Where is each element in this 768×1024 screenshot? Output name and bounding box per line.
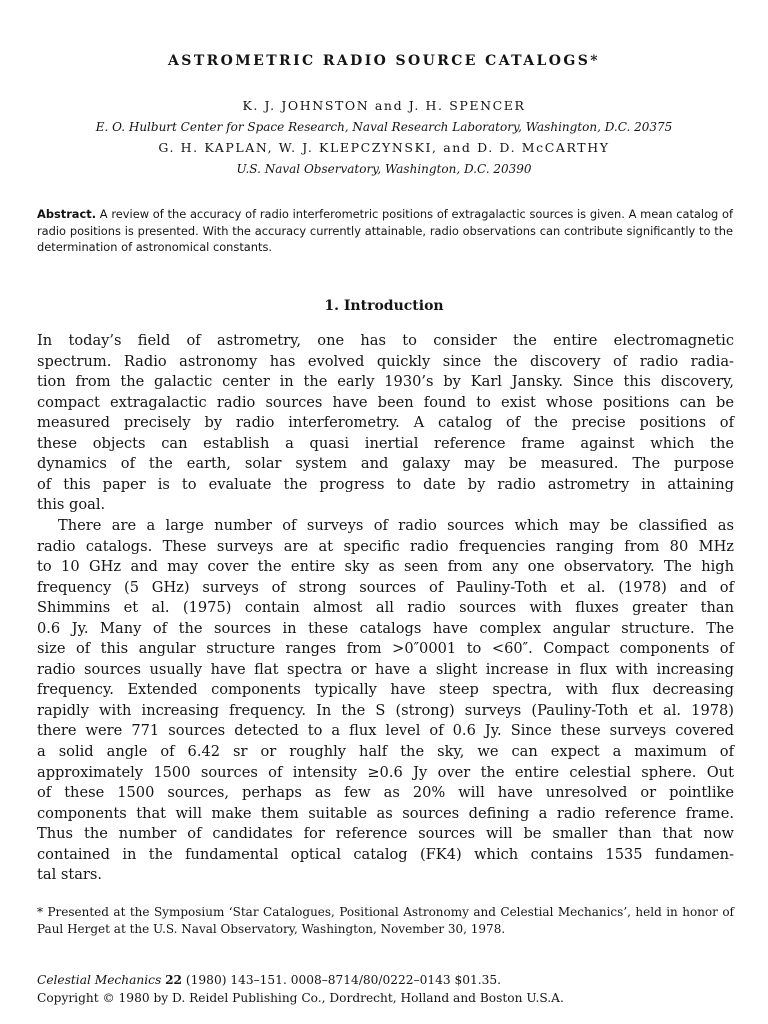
body-line: radio sources usually have flat spectra or have a slight increase in flux with increasing [37,661,734,678]
journal-volume: 22 [165,973,183,987]
journal-details: (1980) 143–151. 0008–8714/80/0222–0143 $01.35. [185,973,502,987]
body-line: Thus the number of candidates for reference sources will be smaller than that now [37,825,734,842]
body-line: of these 1500 sources, perhaps as few as 20% will have unresolved or pointlike [37,784,734,801]
body-line: measured precisely by radio interferometry. A catalog of the precise positions of [37,414,734,431]
body-line: compact extragalactic radio sources have been found to exist whose positions can be [37,394,734,411]
body-line: components that will make them suitable as sources defining a radio reference frame. [37,805,734,822]
body-line: There are a large number of surveys of radio sources which may be classified as [58,517,734,534]
body-line: these objects can establish a quasi inertial reference frame against which the [37,435,734,452]
body-line: contained in the fundamental optical catalog (FK4) which contains 1535 fundamen- [37,846,734,863]
body-line: In today’s field of astrometry, one has to consider the entire electromagnetic [37,332,734,349]
affiliation-line-1: E. O. Hulburt Center for Space Research, Naval Research Laboratory, Washington, D.C. 20375 [95,120,673,134]
abstract-text: A review of the accuracy of radio interferometric positions of extragalactic sources is given. A mean catalog of radio positions is presented. With the accuracy currently attainable, radio observations can contribute significantly to the determination of astronomical constants. [37,207,734,254]
body-line: size of this angular structure ranges from >0″0001 to <60″. Compact components of [37,640,734,657]
journal-citation [37,973,501,987]
body-line: dynamics of the earth, solar system and galaxy may be measured. The purpose [37,455,734,472]
copyright-line: Copyright © 1980 by D. Reidel Publishing Co., Dordrecht, Holland and Boston U.S.A. [37,991,564,1005]
authors-line-1: K. J. JOHNSTON and J. H. SPENCER [242,98,526,113]
body-line: 0.6 Jy. Many of the sources in these catalogs have complex angular structure. The [37,620,734,637]
body-line: spectrum. Radio astronomy has evolved quickly since the discovery of radio radia- [37,353,734,370]
body-line: Shimmins et al. (1975) contain almost all radio sources with fluxes greater than [37,599,734,616]
abstract-label: Abstract. [37,207,97,221]
affiliation-line-2: U.S. Naval Observatory, Washington, D.C. 20390 [236,162,532,176]
body-line: a solid angle of 6.42 sr or roughly half the sky, we can expect a maximum of [37,743,734,760]
body-line: there were 771 sources detected to a flux level of 0.6 Jy. Since these surveys covered [37,722,734,739]
paper-title: ASTROMETRIC RADIO SOURCE CATALOGS* [168,53,600,69]
body-line: rapidly with increasing frequency. In the S (strong) surveys (Pauliny-Toth et al. 1978) [37,702,734,719]
body-line: approximately 1500 sources of intensity ≥0.6 Jy over the entire celestial sphere. Out [37,764,734,781]
section-heading: 1. Introduction [324,298,444,314]
body-line: tal stars. [37,866,103,883]
body-line: this goal. [37,496,106,513]
footnote: * Presented at the Symposium ‘Star Catalogues, Positional Astronomy and Celestial Mechanics’, held in honor of Paul Herget at the U.S. Naval Observatory, Washington, November 30, 1978. [37,905,734,936]
body-line: frequency (5 GHz) surveys of strong sources of Pauliny-Toth et al. (1978) and of [37,579,734,596]
body-line: radio catalogs. These surveys are at specific radio frequencies ranging from 80 MHz [37,538,734,555]
journal-name: Celestial Mechanics [37,973,162,987]
authors-line-2: G. H. KAPLAN, W. J. KLEPCZYNSKI, and D. D. McCARTHY [158,140,610,155]
body-line: to 10 GHz and may cover the entire sky as seen from any one observatory. The high [37,558,734,575]
abstract [37,206,733,256]
body-line: frequency. Extended components typically have steep spectra, with flux decreasing [37,681,734,698]
body-line: tion from the galactic center in the early 1930’s by Karl Jansky. Since this discovery, [37,373,734,390]
body-line: of this paper is to evaluate the progress to date by radio astrometry in attaining [37,476,734,493]
